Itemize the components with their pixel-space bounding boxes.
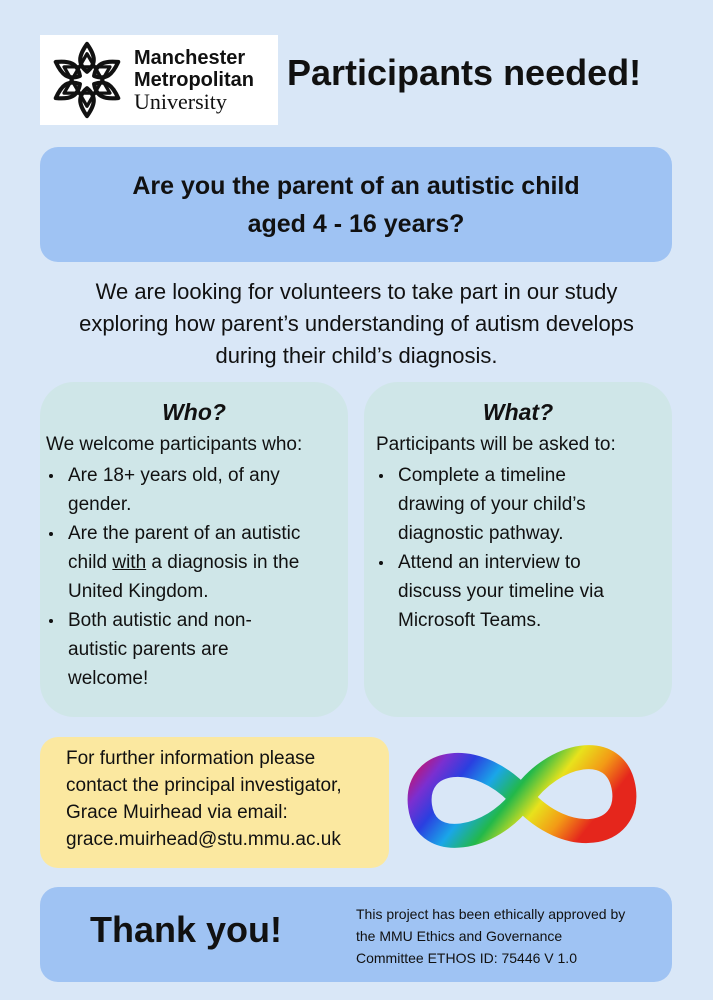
what-panel bbox=[364, 382, 672, 717]
ethics-statement bbox=[356, 903, 666, 969]
bullet-line: gender. bbox=[68, 494, 132, 515]
what-title: What? bbox=[482, 399, 554, 425]
bullet-icon bbox=[49, 474, 53, 478]
bullet-fragment: child bbox=[68, 552, 113, 573]
list-item bbox=[40, 606, 348, 693]
bullet-fragment: a diagnosis in the bbox=[146, 552, 300, 573]
university-logo bbox=[40, 35, 278, 125]
ethics-line: the MMU Ethics and Governance bbox=[356, 928, 563, 944]
who-title: Who? bbox=[162, 399, 226, 425]
bullet-icon bbox=[379, 561, 383, 565]
bullet-line: autistic parents are bbox=[68, 639, 229, 660]
contact-line: Grace Muirhead via email: bbox=[66, 802, 288, 823]
bullet-line: Microsoft Teams. bbox=[398, 610, 542, 631]
logo-line-university: University bbox=[134, 89, 227, 114]
bullet-line: Are the parent of an autistic bbox=[68, 523, 301, 544]
ethics-line: Committee ETHOS ID: 75446 V 1.0 bbox=[356, 950, 577, 966]
bullet-line: Are 18+ years old, of any bbox=[68, 465, 280, 486]
intro-line: exploring how parent’s understanding of autism develops bbox=[79, 311, 634, 336]
bullet-line: Complete a timeline bbox=[398, 465, 566, 486]
question-line: aged 4 - 16 years? bbox=[247, 209, 465, 238]
contact-email-link[interactable]: grace.muirhead@stu.mmu.ac.uk bbox=[66, 829, 341, 850]
list-item bbox=[364, 548, 672, 635]
what-intro: Participants will be asked to: bbox=[376, 434, 616, 455]
rainbow-infinity-icon bbox=[402, 728, 642, 868]
bullet-line: discuss your timeline via bbox=[398, 581, 604, 602]
intro-paragraph bbox=[30, 276, 683, 372]
question-banner bbox=[40, 147, 672, 262]
bullet-line: welcome! bbox=[68, 668, 149, 689]
list-item bbox=[40, 461, 348, 519]
bullet-icon bbox=[379, 474, 383, 478]
thank-you-heading: Thank you! bbox=[90, 909, 283, 950]
bullet-line: United Kingdom. bbox=[68, 581, 209, 602]
contact-line: contact the principal investigator, bbox=[66, 775, 342, 796]
ethics-line: This project has been ethically approved by bbox=[356, 906, 626, 922]
bullet-icon bbox=[49, 619, 53, 623]
bullet-line bbox=[68, 548, 342, 577]
bullet-line: drawing of your child’s bbox=[398, 494, 586, 515]
mmu-star-emblem-icon bbox=[46, 39, 128, 121]
list-item bbox=[40, 519, 348, 606]
who-list bbox=[40, 461, 348, 693]
who-intro: We welcome participants who: bbox=[46, 434, 303, 455]
what-list bbox=[364, 461, 672, 635]
list-item bbox=[364, 461, 672, 548]
intro-line: during their child’s diagnosis. bbox=[215, 343, 498, 368]
contact-line: For further information please bbox=[66, 748, 316, 769]
question-line: Are you the parent of an autistic child bbox=[132, 171, 580, 200]
contact-box bbox=[40, 737, 389, 868]
page-title: Participants needed! bbox=[287, 52, 642, 93]
underlined-word: with bbox=[112, 552, 147, 573]
bullet-line: diagnostic pathway. bbox=[398, 523, 564, 544]
bullet-icon bbox=[49, 532, 53, 536]
logo-line-metropolitan: Metropolitan bbox=[134, 69, 254, 91]
who-panel bbox=[40, 382, 348, 717]
bullet-line: Attend an interview to bbox=[398, 552, 581, 573]
logo-line-manchester: Manchester bbox=[134, 47, 246, 69]
bullet-line: Both autistic and non- bbox=[68, 610, 252, 631]
thanks-banner bbox=[40, 887, 672, 982]
logo-wordmark bbox=[134, 47, 254, 113]
intro-line: We are looking for volunteers to take part in our study bbox=[95, 279, 618, 304]
